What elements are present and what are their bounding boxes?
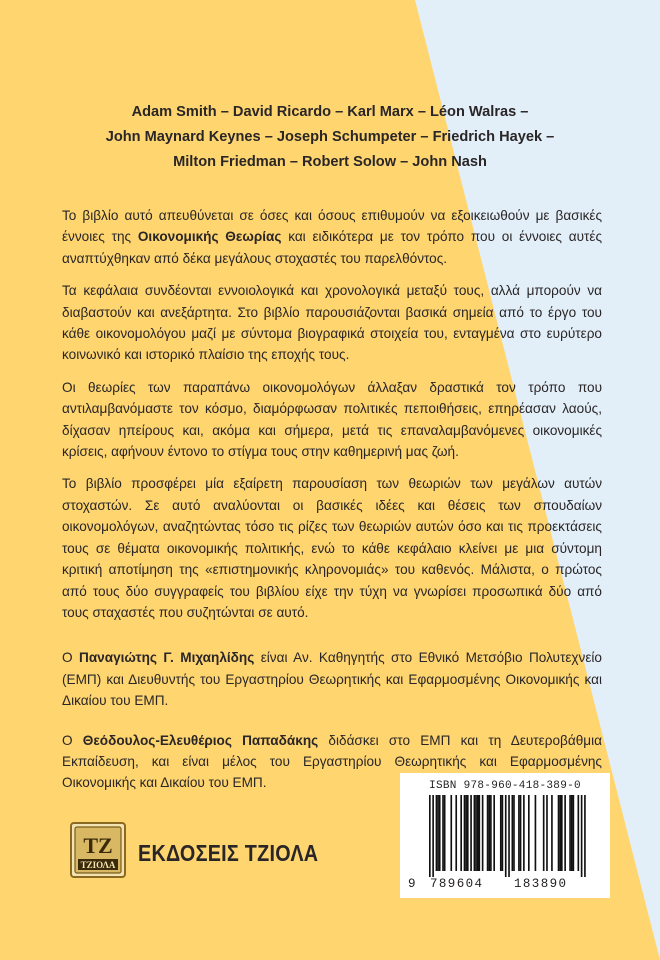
barcode-digits-right: 183890 [514, 877, 568, 891]
back-cover-text [62, 205, 602, 805]
barcode-guard-bar [584, 795, 586, 877]
emphasis-economic-theory: Οικονομικής Θεωρίας [137, 229, 282, 245]
publisher-name: ΕΚΔΟΣΕΙΣ ΤΖΙΟΛΑ [138, 840, 319, 866]
barcode-guard-bar [505, 795, 507, 877]
author-name-1: Παναγιώτης Γ. Μιχαηλίδης [79, 650, 255, 666]
isbn-barcode-box [400, 773, 610, 898]
barcode [420, 795, 595, 877]
barcode-bar [578, 795, 580, 871]
barcode-bar [437, 795, 439, 871]
barcode-bar [551, 795, 553, 871]
economists-line-3: Milton Friedman – Robert Solow – John Nash [173, 154, 487, 170]
barcode-guard-bar [508, 795, 510, 877]
author-bio-1: Ο Παναγιώτης Γ. Μιχαηλίδης είναι Αν. Καθηγητής στο Εθνικό Μετσόβιο Πολυτεχνείο (ΕΜΠ) και Διευθυντής του Εργαστηρίου Θεωρητικής και Εφαρμοσμένης Οικονομικής και Δικαίου του ΕΜΠ. [62, 650, 602, 709]
barcode-bar [488, 795, 490, 871]
economists-line-2: John Maynard Keynes – Joseph Schumpeter – Friedrich Hayek – [105, 129, 555, 145]
author-bio-2: Ο Θεόδουλος-Ελευθέριος Παπαδάκης διδάσκει στο ΕΜΠ και τη Δευτεροβάθμια Εκπαίδευση, και είναι μέλος του Εργαστηρίου Θεωρητικής και Εφαρμοσμένης Οικονομικής και Δικαίου του ΕΜΠ. [62, 732, 602, 791]
barcode-bar [573, 795, 575, 871]
barcode-bar [475, 795, 477, 871]
barcode-bar [455, 795, 457, 871]
economists-line-1: Adam Smith – David Ricardo – Karl Marx – Léon Walras – [131, 104, 529, 120]
barcode-bar [520, 795, 522, 871]
barcode-bar [512, 795, 514, 871]
paragraph-intro: Το βιβλίο αυτό απευθύνεται σε όσες και όσους επιθυμούν να εξοικειωθούν με βασικές έννοιες της Οικονομικής Θεωρίας και ειδικότερα με τον τρόπο που οι έννοιες αυτές αναπτύχθηκαν από δέκα μεγάλους στοχαστές του παρελθόντος. [62, 208, 602, 266]
barcode-bar [482, 795, 484, 871]
economists-list [60, 100, 600, 175]
barcode-bar [477, 795, 479, 871]
barcode-bar [523, 795, 525, 871]
barcode-bar [571, 795, 573, 871]
barcode-digit-first: 9 [408, 877, 416, 891]
barcode-bar [502, 795, 504, 871]
logo-letters: ΤΖ [83, 833, 113, 858]
barcode-guard-bar [429, 795, 431, 877]
paragraph-theories: Οι θεωρίες των παραπάνω οικονομολόγων άλλαξαν δραστικά τον τρόπο που αντιλαμβανόμαστε τον κόσμο, διαμόρφωσαν πολιτικές πεποιθήσεις, επηρέασαν λαούς, δίχασαν ηπείρους και, ακόμα και σήμερα, μετά τις επαναλαμβανόμενες οικονομικές κρίσεις, αφήνουν έντονο το στίγμα τους στην καθημερινή μας ζωή. [62, 379, 602, 460]
barcode-bar [528, 795, 530, 871]
logo-text: ΤΖΙΟΛΑ [80, 860, 116, 870]
paragraph-book-offers: Το βιβλίο προσφέρει μία εξαίρετη παρουσίαση των θεωριών των μεγάλων αυτών στοχαστών. Σε αυτό αναλύονται οι βασικές ιδέες και θέσεις των σπουδαίων οικονομολόγων, αναζητώντας τόσο τις ρίζες των θεωριών αυτών όσο και τις προεκτάσεις τους σε θέματα οικονομικής πολιτικής, ενώ το κάθε κεφάλαιο κλείνει με μια σύντομη κριτική αποτίμηση της «επιστημονικής κληρονομιάς» του καθενός. Μάλιστα, ο πρώτος από τους δύο συγγραφείς του βιβλίου είχε την τύχη να γνωρίσει προσωπικά δύο από τους σταχαστές που συζητώνται σε αυτό. [62, 476, 602, 620]
barcode-bar [543, 795, 545, 871]
publisher-logo-emblem [70, 822, 126, 878]
isbn-number: ISBN 978-960-418-389-0 [429, 780, 581, 792]
barcode-bar [460, 795, 462, 871]
barcode-bar [465, 795, 467, 871]
barcode-bar [558, 795, 560, 871]
barcode-bar [518, 795, 520, 871]
barcode-bar [470, 795, 472, 871]
barcode-bar [436, 795, 438, 871]
barcode-bar [564, 795, 566, 871]
barcode-bar [559, 795, 561, 871]
barcode-bar [561, 795, 563, 871]
barcode-bar [513, 795, 515, 871]
barcode-digits-left: 789604 [430, 877, 484, 891]
barcode-bar [569, 795, 571, 871]
barcode-bar [479, 795, 481, 871]
barcode-bar [493, 795, 495, 871]
barcode-guard-bar [432, 795, 434, 877]
barcode-bar [439, 795, 441, 871]
author-name-2: Θεόδουλος-Ελευθέριος Παπαδάκης [82, 732, 319, 748]
barcode-bar [464, 795, 466, 871]
barcode-bar [535, 795, 537, 871]
barcode-bar [442, 795, 444, 871]
barcode-bar [467, 795, 469, 871]
barcode-guard-bar [581, 795, 583, 877]
barcode-bar [500, 795, 502, 871]
publisher-logo [70, 822, 126, 878]
paragraph-chapters: Τα κεφάλαια συνδέονται εννοιολογικά και χρονολογικά μεταξύ τους, αλλά μπορούν να διαβαστούν και ανεξάρτητα. Στο βιβλίο παρουσιάζονται βασικά σημεία από το έργο του κάθε οικονομολόγου μαζί με σύντομα βιογραφικά στοιχεία του, ενταγμένα στο ευρύτερο κοινωνικό και ιστορικό πλαίσιο της εποχής τους. [62, 283, 602, 363]
barcode-bar [450, 795, 452, 871]
barcode-bar [474, 795, 476, 871]
barcode-bar [444, 795, 446, 871]
barcode-bar [487, 795, 489, 871]
barcode-bar [546, 795, 548, 871]
barcode-bar [490, 795, 492, 871]
